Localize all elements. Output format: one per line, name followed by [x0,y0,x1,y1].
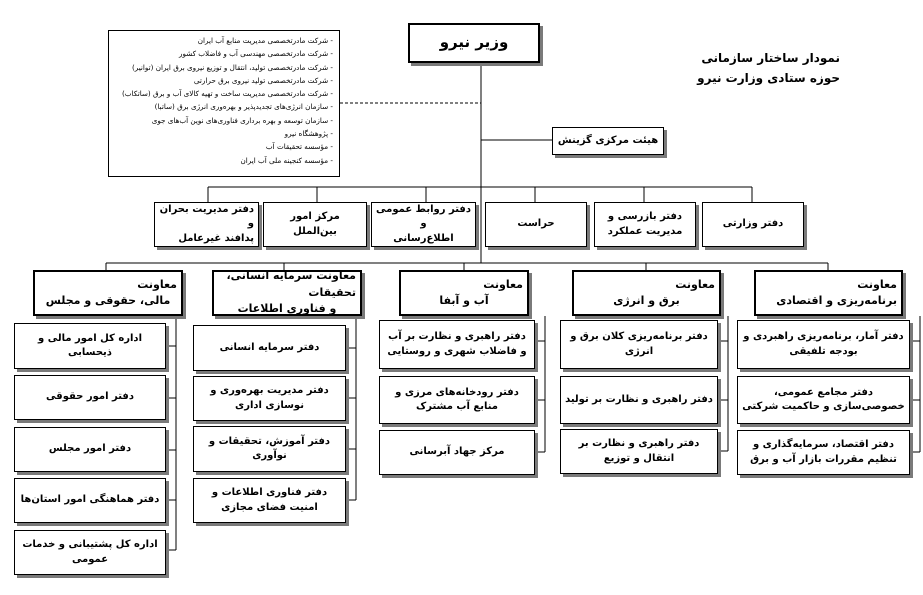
office-label-line2: مدیریت عملکرد [607,225,683,237]
deputy-label-line1: معاونت [675,277,715,291]
office-label [159,203,254,247]
unit-label: دفتر آموزش، تحقیقات و نوآوری [208,435,331,461]
chart-title-line1: نمودار ساختار سازمانی [701,51,840,65]
deputy-label-line2: برق و انرژی [613,294,680,307]
unit-label: دفتر راهبری و نظارت بر آب و فاضلاب شهری و روستایی [387,331,527,357]
unit-label: دفتر امور مجلس [48,443,132,455]
office-box-international[interactable] [263,202,367,247]
unit-label: اداره کل امور مالی و ذیحسابی [38,332,142,358]
deputy-label-line1: معاونت [483,277,523,291]
office-box-ministerial[interactable] [702,202,804,247]
chart-title-line2: حوزه ستادی وزارت نیرو [697,71,840,86]
office-label-line1: دفتر مدیریت بحران و [159,203,254,230]
subsidiary-companies-list [108,30,340,177]
unit-label: دفتر راهبری و نظارت بر انتقال و توزیع [578,438,700,464]
company-item: - سازمان انرژی‌های تجدیدپذیر و بهره‌وری انرژی برق (ساتبا) [154,102,333,112]
unit-label: اداره کل پشتیبانی و خدمات عمومی [22,539,158,565]
unit-label: دفتر راهبری و نظارت بر تولید [565,393,713,405]
office-label-line2: اطلاع‌رسانی [393,232,454,244]
unit-box[interactable] [14,478,166,523]
office-label [268,210,362,239]
company-item: - سازمان توسعه و بهره برداری فناوری‌های نوین آب‌های جوی [151,115,333,125]
office-box-security[interactable] [485,202,587,247]
unit-label: دفتر اقتصاد، سرمایه‌گذاری و تنظیم مقررات بازار آب و برق [750,439,897,465]
deputy-label-line1: معاونت سرمایه انسانی، تحقیقات [226,269,356,299]
unit-box[interactable] [14,323,166,369]
company-item: - شرکت مادرتخصصی تولید نیروی برق حرارتی [193,75,333,85]
unit-label: مرکز جهاد آبرسانی [409,446,505,458]
unit-label: دفتر امور حقوقی [46,391,134,403]
unit-box[interactable] [14,530,166,575]
unit-label: دفتر مدیریت بهره‌وری و نوسازی اداری [210,385,329,411]
deputy-box-planning-economic[interactable] [754,270,903,316]
chart-title [660,48,840,89]
office-label [608,210,683,239]
unit-box[interactable] [379,376,535,424]
unit-label: دفتر رودخانه‌های مرزی و منابع آب مشترک [395,386,519,412]
unit-box[interactable] [737,430,910,475]
unit-box[interactable] [560,320,718,369]
office-label-line1: دفتر وزارتی [722,218,784,230]
company-item: - مؤسسه کنجینه ملی آب ایران [240,155,333,165]
company-item: - پژوهشگاه نیرو [284,129,333,139]
unit-label: دفتر مجامع عمومی، خصوصی‌سازی و حاکمیت شرکتی [742,386,905,412]
office-box-inspection[interactable] [594,202,696,247]
deputy-box-finance-legal[interactable] [33,270,183,316]
unit-box[interactable] [193,426,346,472]
deputy-label-line1: معاونت [137,277,177,291]
deputy-box-water-wastewater[interactable] [399,270,529,316]
deputy-label-line1: معاونت [857,277,897,291]
company-item: - شرکت مادرتخصصی تولید، انتقال و توزیع نیروی برق ایران (توانیر) [131,62,333,72]
selection-board-label: هیئت مرکزی گزینش [557,134,659,146]
deputy-label-line2: برنامه‌ریزی و اقتصادی [776,294,897,307]
deputy-box-power-energy[interactable] [572,270,721,316]
office-label-line2: پدافند غیرعامل [178,232,254,244]
unit-label: دفتر آمار، برنامه‌ریزی راهبردی و بودجه تلفیقی [743,331,904,357]
deputy-box-human-capital[interactable] [212,270,362,316]
office-label-line1: دفتر روابط عمومی و [376,203,471,230]
company-item: - شرکت مادرتخصصی مدیریت منابع آب ایران [197,36,333,45]
unit-label: دفتر سرمایه انسانی [219,341,320,353]
office-label-line1: حراست [517,218,555,230]
unit-box[interactable] [193,376,346,421]
office-box-crisis-management[interactable] [154,202,259,247]
unit-box[interactable] [737,376,910,424]
unit-box[interactable] [560,376,718,424]
unit-label: دفتر برنامه‌ریزی کلان برق و انرژی [570,331,708,357]
unit-box[interactable] [193,478,346,523]
deputy-label-line2: و فناوری اطلاعات [237,302,337,316]
office-label [376,203,471,247]
unit-label: دفتر هماهنگی امور استان‌ها [20,494,160,506]
unit-box[interactable] [560,429,718,474]
office-label [517,217,554,232]
minister-box[interactable] [408,23,540,63]
office-label-line1: مرکز امور بین‌الملل [290,211,340,237]
unit-box[interactable] [379,320,535,369]
deputy-label-line2: مالی، حقوقی و مجلس [45,294,171,307]
unit-box[interactable] [14,427,166,472]
unit-box[interactable] [14,375,166,420]
company-item: - شرکت مادرتخصصی مهندسی آب و فاضلاب کشور [178,49,333,59]
office-label [723,217,784,232]
company-item: - شرکت مادرتخصصی مدیریت ساخت و تهیه کالای آب و برق (ساتکاب) [121,89,333,99]
selection-board-box[interactable] [552,127,664,155]
company-item: - مؤسسه تحقیقات آب [265,142,333,152]
office-box-public-relations[interactable] [371,202,476,247]
minister-label: وزیر نیرو [439,33,509,52]
unit-box[interactable] [193,325,346,371]
deputy-label-line2: آب و آبفا [439,294,489,307]
unit-box[interactable] [737,320,910,369]
office-label-line1: دفتر بازرسی و [607,211,683,222]
unit-box[interactable] [379,430,535,475]
unit-label: دفتر فناوری اطلاعات و امنیت فضای مجازی [211,487,328,513]
